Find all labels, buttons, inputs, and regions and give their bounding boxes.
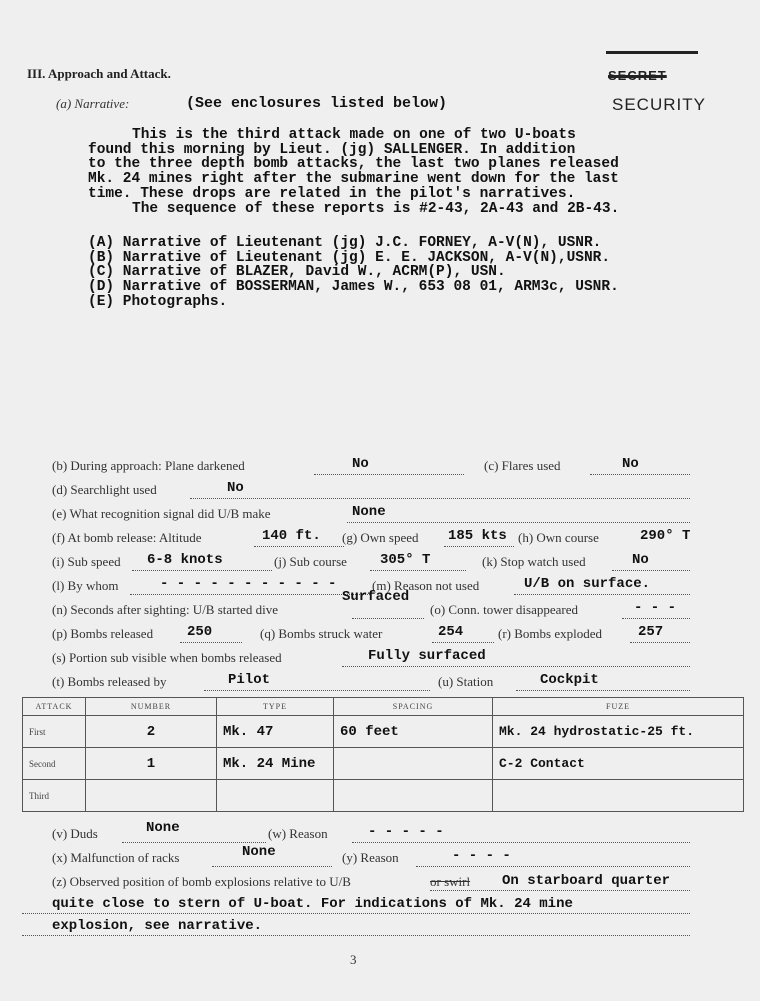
bombs-exploded-value: 257 <box>638 624 664 640</box>
narrative-line: This is the third attack made on one of two U-boats <box>132 127 576 143</box>
table-row <box>23 748 744 780</box>
rack-malfunction-value: None <box>242 844 276 860</box>
explosion-position-label: (z) Observed position of bomb explosions relative to U/B <box>52 874 351 889</box>
explosion-position-struck: or swirl <box>430 874 471 889</box>
plane-darkened-label: (b) During approach: Plane darkened <box>52 458 245 473</box>
reason-not-used-value: U/B on surface. <box>524 576 651 592</box>
col-header-fuze: FUZE <box>493 698 744 716</box>
narrative-label: (a) Narrative: <box>56 96 130 111</box>
stop-watch-label: (k) Stop watch used <box>482 554 586 569</box>
table-row <box>23 716 744 748</box>
type-cell: Mk. 47 <box>217 716 334 748</box>
sub-speed-label: (i) Sub speed <box>52 554 121 569</box>
number-cell <box>86 780 217 812</box>
spacing-cell: 60 feet <box>334 716 493 748</box>
table-row <box>23 780 744 812</box>
bombs-struck-water-label: (q) Bombs struck water <box>260 626 383 641</box>
narrative-line: time. These drops are related in the pilot's narratives. <box>88 185 576 202</box>
enclosure-list <box>88 236 619 310</box>
sub-course-label: (j) Sub course <box>274 554 347 569</box>
own-speed-label: (g) Own speed <box>342 530 419 545</box>
narrative-line: Mk. 24 mines right after the submarine went down for the last <box>88 171 619 188</box>
searchlight-used-label: (d) Searchlight used <box>52 482 157 497</box>
station-label: (u) Station <box>438 674 494 689</box>
sub-speed-value: 6-8 knots <box>147 552 223 568</box>
flares-used-label: (c) Flares used <box>484 458 561 473</box>
fuze-cell: C-2 Contact <box>493 748 744 780</box>
section-title: III. Approach and Attack. <box>27 66 171 81</box>
attack-cell: Second <box>23 748 86 780</box>
explosion-position-value-line3: explosion, see narrative. <box>52 918 263 934</box>
explosion-position-value-line1: On starboard quarter <box>502 873 671 889</box>
bombs-struck-water-value: 254 <box>438 624 464 640</box>
bombs-released-label: (p) Bombs released <box>52 626 154 641</box>
page-number: 3 <box>350 952 357 967</box>
duds-label: (v) Duds <box>52 826 98 841</box>
col-header-number: NUMBER <box>86 698 217 716</box>
enclosure-item: (D) Narrative of BOSSERMAN, James W., 653 08 01, ARM3c, USNR. <box>88 279 619 296</box>
col-header-type: TYPE <box>217 698 334 716</box>
enclosure-item: (A) Narrative of Lieutenant (jg) J.C. FORNEY, A-V(N), USNR. <box>88 235 602 251</box>
conn-tower-label: (o) Conn. tower disappeared <box>430 602 579 617</box>
spacing-cell <box>334 780 493 812</box>
own-speed-value: 185 kts <box>448 528 507 544</box>
bombs-released-value: 250 <box>187 624 213 640</box>
released-by-label: (t) Bombs released by <box>52 674 167 689</box>
enclosure-item: (E) Photographs. <box>88 293 228 310</box>
spacing-cell <box>334 748 493 780</box>
enclosure-item: (C) Narrative of BLAZER, David W., ACRM(P), USN. <box>88 264 506 281</box>
altitude-label: (f) At bomb release: Altitude <box>52 530 202 545</box>
conn-tower-value: - - - <box>634 600 677 616</box>
portion-visible-label: (s) Portion sub visible when bombs released <box>52 650 282 665</box>
started-dive-label: (n) Seconds after sighting: U/B started dive <box>52 602 279 617</box>
by-whom-label: (l) By whom <box>52 578 119 593</box>
type-cell <box>217 780 334 812</box>
portion-visible-value: Fully surfaced <box>368 648 486 664</box>
security-label: SECURITY <box>612 95 706 114</box>
rack-reason-value: - - - - <box>452 848 511 864</box>
attack-cell: First <box>23 716 86 748</box>
altitude-value: 140 ft. <box>262 528 321 544</box>
number-cell: 1 <box>86 748 217 780</box>
released-by-value: Pilot <box>228 672 271 688</box>
duds-value: None <box>146 820 180 836</box>
rack-malfunction-label: (x) Malfunction of racks <box>52 850 180 865</box>
duds-reason-label: (w) Reason <box>268 826 328 841</box>
station-value: Cockpit <box>540 672 599 688</box>
classification-struck <box>606 49 698 61</box>
searchlight-used-value: No <box>227 480 244 496</box>
stop-watch-value: No <box>632 552 649 568</box>
col-header-spacing: SPACING <box>334 698 493 716</box>
flares-used-value: No <box>622 456 639 472</box>
fuze-cell <box>493 780 744 812</box>
bombs-exploded-label: (r) Bombs exploded <box>498 626 602 641</box>
narrative-paragraph <box>88 128 619 216</box>
col-header-attack: ATTACK <box>23 698 86 716</box>
plane-darkened-value: No <box>352 456 369 472</box>
sub-course-value: 305° T <box>380 552 431 568</box>
recognition-signal-value: None <box>352 504 386 520</box>
number-cell: 2 <box>86 716 217 748</box>
type-cell: Mk. 24 Mine <box>217 748 334 780</box>
own-course-value: 290° T <box>640 528 691 544</box>
own-course-label: (h) Own course <box>518 530 599 545</box>
recognition-signal-label: (e) What recognition signal did U/B make <box>52 506 271 521</box>
enclosure-item: (B) Narrative of Lieutenant (jg) E. E. JACKSON, A-V(N),USNR. <box>88 249 611 266</box>
table-header-row <box>23 698 744 716</box>
reason-not-used-label: (m) Reason not used <box>372 578 480 593</box>
classification-secret-struck: SECRET <box>608 68 667 83</box>
by-whom-value: - - - - - - - - - - - <box>160 576 337 592</box>
fuze-cell: Mk. 24 hydrostatic-25 ft. <box>493 716 744 748</box>
narrative-line: to the three depth bomb attacks, the last two planes released <box>88 156 619 173</box>
attack-table <box>22 697 744 812</box>
narrative-value: (See enclosures listed below) <box>186 95 448 112</box>
duds-reason-value: - - - - - <box>368 824 444 840</box>
started-dive-value: Surfaced <box>342 589 410 605</box>
attack-cell: Third <box>23 780 86 812</box>
explosion-position-value-line2: quite close to stern of U-boat. For indications of Mk. 24 mine <box>52 896 573 912</box>
rack-reason-label: (y) Reason <box>342 850 399 865</box>
narrative-line: found this morning by Lieut. (jg) SALLENGER. In addition <box>88 141 576 158</box>
narrative-line: The sequence of these reports is #2-43, 2A-43 and 2B-43. <box>132 200 620 217</box>
